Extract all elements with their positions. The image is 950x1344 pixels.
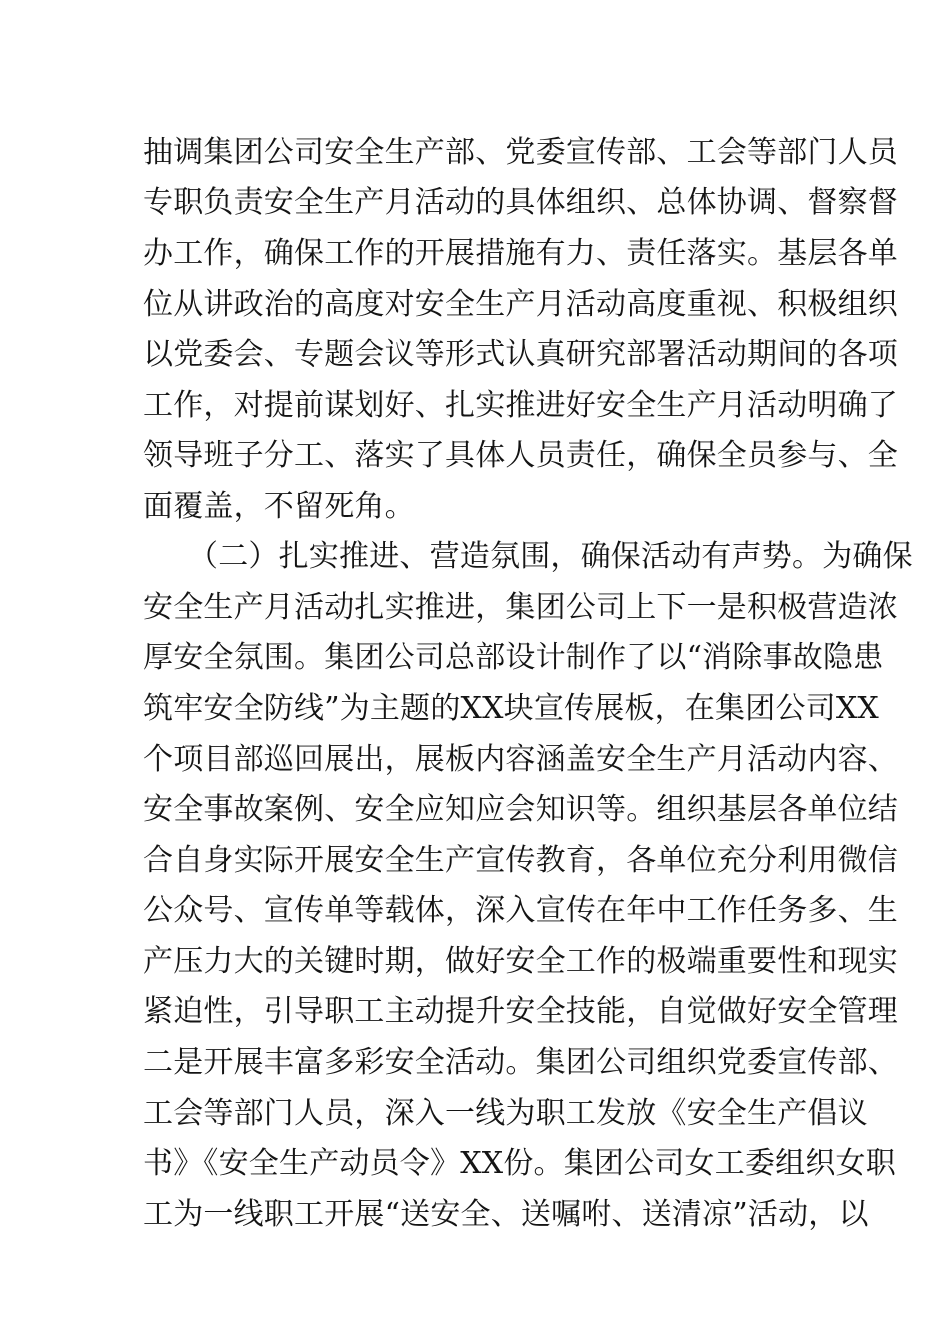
text-line: 办工作，确保工作的开展措施有力、责任落实。基层各单 <box>143 236 898 271</box>
text-line: 专职负责安全生产月活动的具体组织、总体协调、督察督 <box>143 185 898 220</box>
text-line: 厚安全氛围。集团公司总部设计制作了以“消除事故隐患 <box>143 640 884 675</box>
text-line: 面覆盖，不留死角。 <box>143 489 415 524</box>
text-line: 安全事故案例、安全应知应会知识等。组织基层各单位结 <box>143 792 898 827</box>
text-line: 安全生产月活动扎实推进，集团公司上下一是积极营造浓 <box>143 590 898 625</box>
paragraph-heading-line: （二）扎实推进、营造氛围，确保活动有声势。为确保 <box>188 539 913 574</box>
text-line: 位从讲政治的高度对安全生产月活动高度重视、积极组织 <box>143 287 898 322</box>
text-line: 工会等部门人员，深入一线为职工发放《安全生产倡议 <box>143 1096 868 1131</box>
text-line: 二是开展丰富多彩安全活动。集团公司组织党委宣传部、 <box>143 1045 898 1080</box>
text-line: 抽调集团公司安全生产部、党委宣传部、工会等部门人员 <box>143 135 898 170</box>
text-line: 以党委会、专题会议等形式认真研究部署活动期间的各项 <box>143 337 898 372</box>
text-line: 个项目部巡回展出，展板内容涵盖安全生产月活动内容、 <box>143 742 898 777</box>
text-line: 工为一线职工开展“送安全、送嘱咐、送清凉”活动，以 <box>143 1197 869 1232</box>
text-line: 紧迫性，引导职工主动提升安全技能，自觉做好安全管理 <box>143 994 898 1029</box>
text-line: 产压力大的关键时期，做好安全工作的极端重要性和现实 <box>143 944 898 979</box>
text-line: 筑牢安全防线”为主题的XX块宣传展板，在集团公司XX <box>143 691 879 726</box>
text-line: 书》《安全生产动员令》XX份。集团公司女工委组织女职 <box>143 1146 896 1181</box>
text-line: 合自身实际开展安全生产宣传教育，各单位充分利用微信 <box>143 843 898 878</box>
text-line: 领导班子分工、落实了具体人员责任，确保全员参与、全 <box>143 438 898 473</box>
text-line: 公众号、宣传单等载体，深入宣传在年中工作任务多、生 <box>143 893 898 928</box>
text-line: 工作，对提前谋划好、扎实推进好安全生产月活动明确了 <box>143 388 898 423</box>
